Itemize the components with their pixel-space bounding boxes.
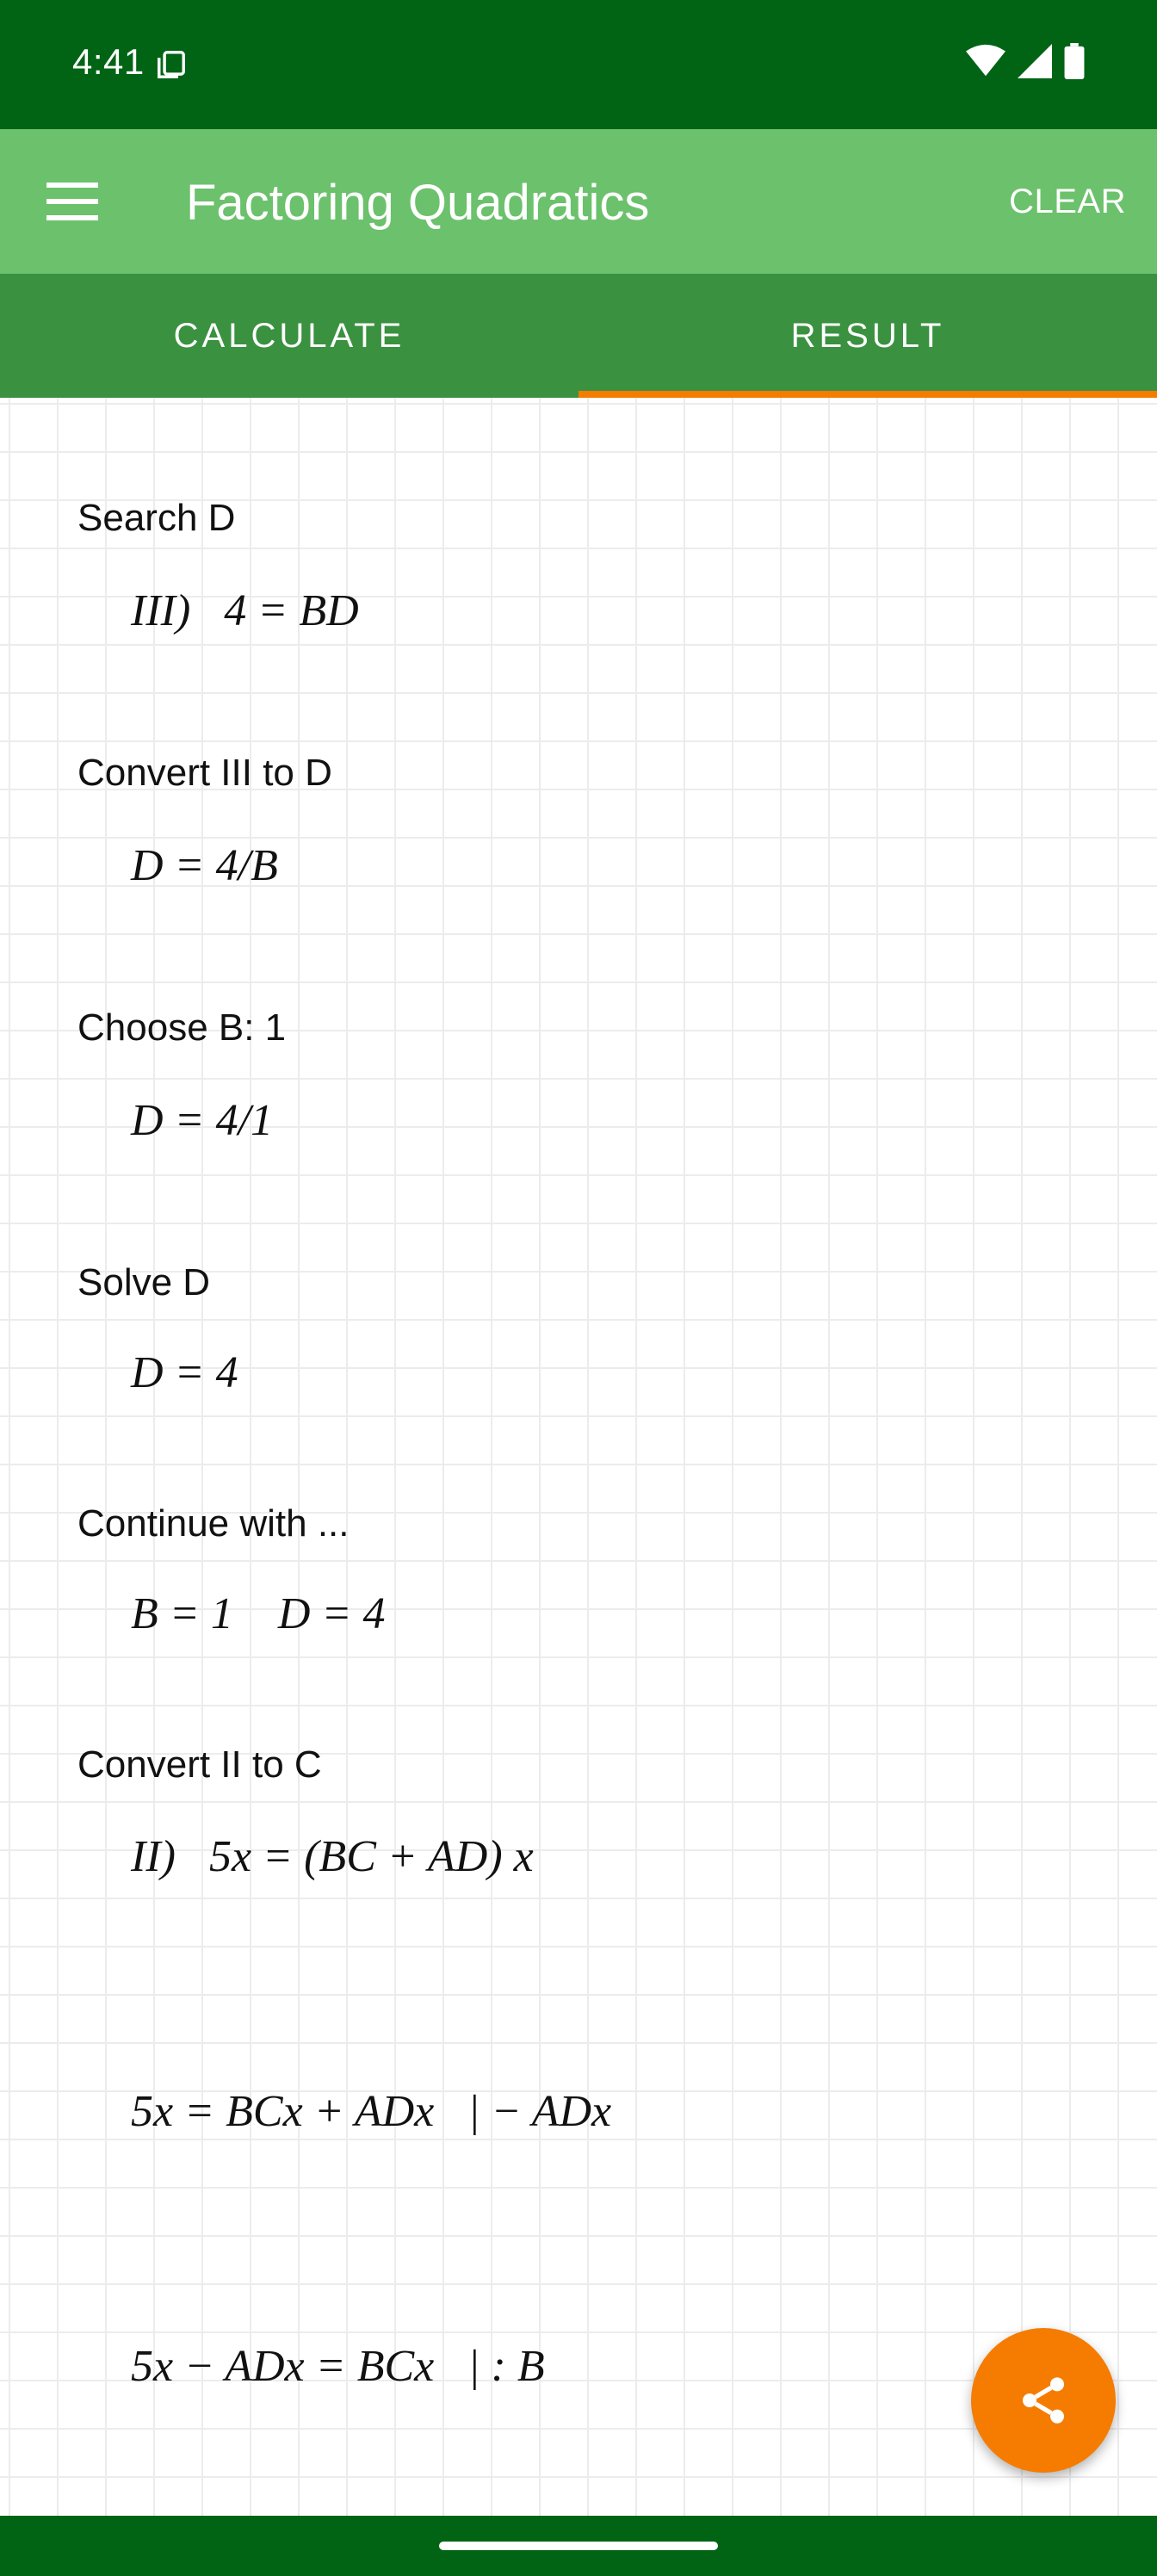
step-math-divide: 5x − ADx = BCx | : B [131,2342,545,2391]
result-content[interactable] [0,398,1157,2516]
step-math-continue: B = 1 D = 4 [131,1589,386,1638]
tab-calculate[interactable]: CALCULATE [173,316,405,355]
step-label-continue: Continue with ... [77,1502,350,1545]
status-time: 4:41 [72,41,145,82]
step-label-solve-d: Solve D [77,1261,211,1303]
status-bar [0,0,1157,129]
step-math-convert-iii: D = 4/B [131,841,278,890]
step-label-search-d: Search D [77,497,236,539]
home-gesture-handle[interactable] [439,2542,718,2550]
active-tab-indicator [578,391,1157,398]
share-icon [1016,2373,1071,2428]
status-icons [966,43,1085,79]
tab-bar [0,274,1157,398]
battery-icon [1064,43,1085,79]
hamburger-menu-icon[interactable] [46,183,98,220]
doc-icon [155,48,188,81]
page-title: Factoring Quadratics [186,175,650,231]
wifi-icon [966,44,1005,78]
step-label-convert-iii: Convert III to D [77,752,332,794]
clear-button[interactable]: CLEAR [1009,183,1126,220]
step-math-search-d: III) 4 = BD [131,586,359,635]
share-button[interactable] [971,2328,1116,2473]
signal-icon [1018,44,1052,78]
step-math-choose-b: D = 4/1 [131,1096,274,1145]
step-math-solve-d: D = 4 [131,1348,238,1397]
tab-result[interactable]: RESULT [790,316,945,355]
app-bar [0,129,1157,274]
step-label-convert-ii: Convert II to C [77,1743,322,1786]
step-math-expand: 5x = BCx + ADx | − ADx [131,2087,612,2136]
step-math-convert-ii: II) 5x = (BC + AD) x [131,1832,534,1881]
navigation-bar [0,2516,1157,2576]
step-label-choose-b: Choose B: 1 [77,1006,287,1049]
